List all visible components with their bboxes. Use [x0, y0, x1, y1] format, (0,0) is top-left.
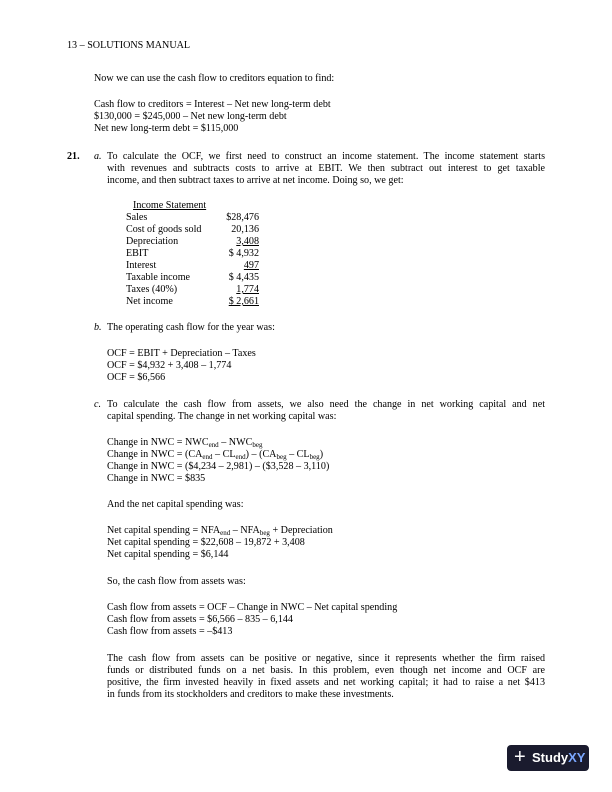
closing-line3: positive, the firm invested heavily in fixed assets and net working capital; it had to raise a net $413	[107, 677, 545, 688]
ocf-eq3: OCF = $6,566	[107, 372, 166, 383]
nwc-eq4: Change in NWC = $835	[107, 473, 206, 484]
ocf-eq2: OCF = $4,932 + 3,408 – 1,774	[107, 360, 232, 371]
part-a-label: a.	[94, 151, 102, 162]
intro-eq2: $130,000 = $245,000 – Net new long-term debt	[94, 111, 287, 122]
ocf-eq1: OCF = EBIT + Depreciation – Taxes	[107, 348, 256, 359]
logo-wordmark: StudyXY	[532, 750, 586, 765]
plus-icon: +	[514, 746, 526, 768]
is-value-sales: $28,476	[226, 212, 259, 223]
is-label-ebit: EBIT	[126, 248, 149, 259]
part-a-line3: income, and then subtract taxes to arrive at net income. Doing so, we get:	[107, 175, 404, 186]
intro-lead: Now we can use the cash flow to creditors equation to find:	[94, 73, 335, 84]
intro-eq1: Cash flow to creditors = Interest – Net new long-term debt	[94, 99, 331, 110]
is-label-taxable-income: Taxable income	[126, 272, 191, 283]
problem-number: 21.	[67, 151, 80, 162]
ncs-eq2: Net capital spending = $22,608 – 19,872 + 3,408	[107, 537, 305, 548]
is-value-cogs: 20,136	[231, 224, 259, 235]
nwc-eq1: Change in NWC = $NWC_{end} - NWC_{beg}$	[107, 437, 263, 449]
ncs-eq3: Net capital spending = $6,144	[107, 549, 229, 560]
ncs-eq1: Net capital spending = $NFA_{end} - NFA_{beg}$ + Depreciation	[107, 525, 333, 537]
is-label-taxes: Taxes (40%)	[126, 284, 178, 295]
part-c-line2: capital spending. The change in net working capital was:	[107, 411, 337, 422]
income-statement-title: Income Statement	[133, 200, 207, 211]
is-label-cogs: Cost of goods sold	[126, 224, 202, 235]
closing-line4: in funds from its stockholders and creditors to make these investments.	[107, 689, 394, 700]
is-label-net-income: Net income	[126, 296, 173, 307]
is-value-ebit: $ 4,932	[228, 248, 259, 259]
is-value-net-income: $ 2,661	[228, 296, 259, 307]
is-value-taxable-income: $ 4,435	[228, 272, 259, 283]
part-a-line2: with revenues and subtracts costs to arrive at EBIT. We then subtract out interest to get taxable	[107, 163, 545, 174]
closing-line2: funds or distributed funds on a net basis. In this problem, even though net income and OCF are	[107, 665, 545, 676]
is-label-interest: Interest	[126, 260, 157, 271]
studyxy-logo[interactable]	[507, 745, 589, 771]
part-b-label: b.	[94, 322, 102, 333]
page-header: 13 – SOLUTIONS MANUAL	[67, 40, 191, 51]
intro-eq3: Net new long-term debt = $115,000	[94, 123, 239, 134]
part-c-label: c.	[94, 399, 102, 410]
nwc-eq2: Change in NWC = $(CA_{end} - CL_{end}) - (CA_{beg} - CL_{beg})$	[107, 449, 324, 461]
closing-line1: The cash flow from assets can be positive or negative, since it represents whether the firm raised	[107, 653, 545, 664]
part-a-line1: To calculate the OCF, we first need to construct an income statement. The income statement starts	[107, 151, 545, 162]
cffa-eq1: Cash flow from assets = OCF – Change in NWC – Net capital spending	[107, 602, 398, 613]
is-label-sales: Sales	[126, 212, 148, 223]
cffa-eq2: Cash flow from assets = $6,566 – 835 – 6,144	[107, 614, 293, 625]
cffa-eq3: Cash flow from assets = –$413	[107, 626, 233, 637]
is-value-interest: 497	[243, 260, 259, 271]
is-value-depreciation: 3,408	[236, 236, 259, 247]
ncs-lead: And the net capital spending was:	[107, 499, 244, 510]
is-value-taxes: 1,774	[236, 284, 259, 295]
part-c-line1: To calculate the cash flow from assets, we also need the change in net working capital and net	[107, 399, 545, 410]
part-b-text: The operating cash flow for the year was:	[107, 322, 275, 333]
is-label-depreciation: Depreciation	[126, 236, 179, 247]
nwc-eq3: Change in NWC = ($4,234 – 2,981) – ($3,528 – 3,110)	[107, 461, 330, 472]
cffa-lead: So, the cash flow from assets was:	[107, 576, 246, 587]
